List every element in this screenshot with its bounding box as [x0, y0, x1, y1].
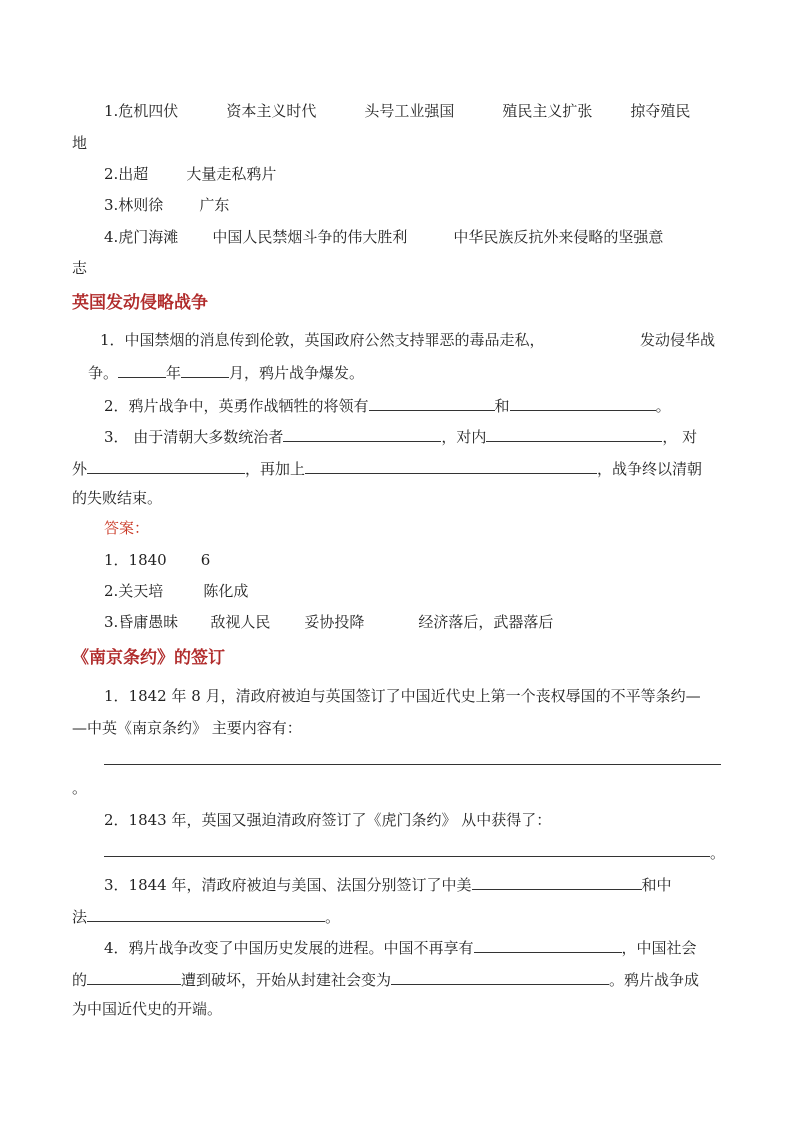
- question-text: 和中: [641, 876, 672, 894]
- answer-line-3: [104, 195, 229, 215]
- question-text: 3． 由于清朝大多数统治者: [104, 428, 284, 446]
- question-text: 。鸦片战争成: [609, 971, 700, 989]
- question-text: ，战争终以清朝: [597, 460, 703, 478]
- fill-blank-france-treaty[interactable]: [87, 905, 325, 922]
- answer-item: 头号工业强国: [364, 102, 455, 120]
- answer-item: 广东: [199, 196, 230, 214]
- fill-blank-general-1[interactable]: [369, 394, 495, 411]
- answer-1: [104, 550, 210, 570]
- answer-item: 陈化成: [203, 582, 249, 600]
- answer-item: 敌视人民: [210, 613, 271, 631]
- question-text: 法: [72, 908, 88, 926]
- question-text: 争。: [88, 364, 119, 382]
- answer-item: 妥协投降: [304, 613, 365, 631]
- question-text: ， 对: [662, 428, 698, 446]
- fill-blank-economy[interactable]: [87, 968, 181, 985]
- answer-line-1-wrap: 地: [72, 134, 88, 152]
- fill-blank-rulers[interactable]: [283, 425, 441, 442]
- fill-blank-general-2[interactable]: [510, 394, 656, 411]
- answer-line-2: [104, 164, 276, 184]
- answer-item: 6: [200, 551, 211, 569]
- question-text: 外: [72, 460, 88, 478]
- answer-item: 资本主义时代: [226, 102, 317, 120]
- question-2-2: 2．1843 年，英国又强迫清政府签订了《虎门条约》 从中获得了：: [104, 811, 552, 829]
- question-text: ，中国社会: [621, 939, 697, 957]
- answer-item: 中国人民禁烟斗争的伟大胜利: [212, 228, 408, 246]
- fill-blank-additional[interactable]: [305, 457, 597, 474]
- answer-item: 中华民族反抗外来侵略的坚强意: [453, 228, 664, 246]
- question-text: 。: [655, 397, 671, 415]
- question-2: [104, 394, 671, 414]
- question-2-3-line-a: [104, 873, 672, 893]
- question-2-1-line-a: 1．1842 年 8 月，清政府被迫与英国签订了中国近代史上第一个丧权辱国的不平等条约—: [104, 687, 701, 705]
- answer-item: 3.林则徐: [104, 196, 164, 214]
- answer-item: 大量走私鸦片: [186, 165, 277, 183]
- answer-line-4-wrap: 志: [72, 259, 88, 277]
- question-1-line-a: [100, 330, 545, 350]
- fill-blank-month[interactable]: [181, 361, 229, 378]
- question-2-3-line-b: [72, 905, 340, 925]
- question-text: 2．鸦片战争中，英勇作战牺牲的将领有: [104, 397, 369, 415]
- question-2-1-line-b: —中英《南京条约》 主要内容有：: [72, 719, 302, 737]
- section-heading-invasion: 英国发动侵略战争: [72, 293, 208, 313]
- question-text: 4．鸦片战争改变了中国历史发展的进程。中国不再享有: [104, 939, 474, 957]
- question-text: 和: [494, 397, 510, 415]
- question-text: ，对内: [441, 428, 487, 446]
- question-1-line-b: [88, 361, 364, 381]
- question-3-line-b: [72, 457, 702, 477]
- question-text: 3．1844 年，清政府被迫与美国、法国分别签订了中美: [104, 876, 472, 894]
- answer-line-1: [104, 101, 690, 121]
- question-2-1-end: 。: [72, 779, 88, 797]
- question-text: 月，鸦片战争爆发。: [229, 364, 365, 382]
- fill-blank-year[interactable]: [118, 361, 166, 378]
- answer-item: 2.关天培: [104, 582, 164, 600]
- question-text: 1．中国禁烟的消息传到伦敦，英国政府公然支持罪恶的毒品走私，: [100, 331, 545, 349]
- answer-item: 1.危机四伏: [104, 102, 179, 120]
- question-text: ，再加上: [245, 460, 306, 478]
- answer-item: 殖民主义扩张: [502, 102, 593, 120]
- answer-label: 答案：: [104, 519, 150, 537]
- answer-item: 掠夺殖民: [630, 102, 691, 120]
- question-2-4-line-c: 为中国近代史的开端。: [72, 1000, 223, 1018]
- answer-item: 3.昏庸愚昧: [104, 613, 179, 631]
- question-3-line-a: [104, 425, 697, 445]
- answer-item: 4.虎门海滩: [104, 228, 179, 246]
- fill-blank-sovereignty[interactable]: [474, 936, 622, 953]
- question-1-line-a-end: 发动侵华战: [640, 331, 716, 349]
- answer-2: [104, 581, 248, 601]
- fill-blank-society-type[interactable]: [391, 968, 609, 985]
- fill-blank-us-treaty[interactable]: [472, 873, 642, 890]
- question-text: 的: [72, 971, 88, 989]
- answer-line-4: [104, 227, 663, 247]
- question-2-4-line-a: [104, 936, 697, 956]
- question-text: 。: [325, 908, 341, 926]
- answer-item: 2.出超: [104, 165, 149, 183]
- fill-blank-treaty-contents[interactable]: [104, 764, 721, 765]
- fill-blank-internal[interactable]: [486, 425, 662, 442]
- fill-blank-external[interactable]: [87, 457, 245, 474]
- fill-blank-humen-gains[interactable]: [104, 856, 710, 857]
- answer-item: 经济落后，武器落后: [418, 613, 554, 631]
- question-2-4-line-b: [72, 968, 699, 988]
- answer-item: 1．1840: [104, 551, 167, 569]
- section-heading-nanjing-treaty: 《南京条约》的签订: [72, 648, 225, 668]
- question-text: 年: [166, 364, 182, 382]
- answer-3: [104, 612, 553, 632]
- question-2-2-end: 。: [710, 844, 726, 862]
- question-3-line-c: 的失败结束。: [72, 489, 163, 507]
- question-text: 遭到破坏，开始从封建社会变为: [181, 971, 392, 989]
